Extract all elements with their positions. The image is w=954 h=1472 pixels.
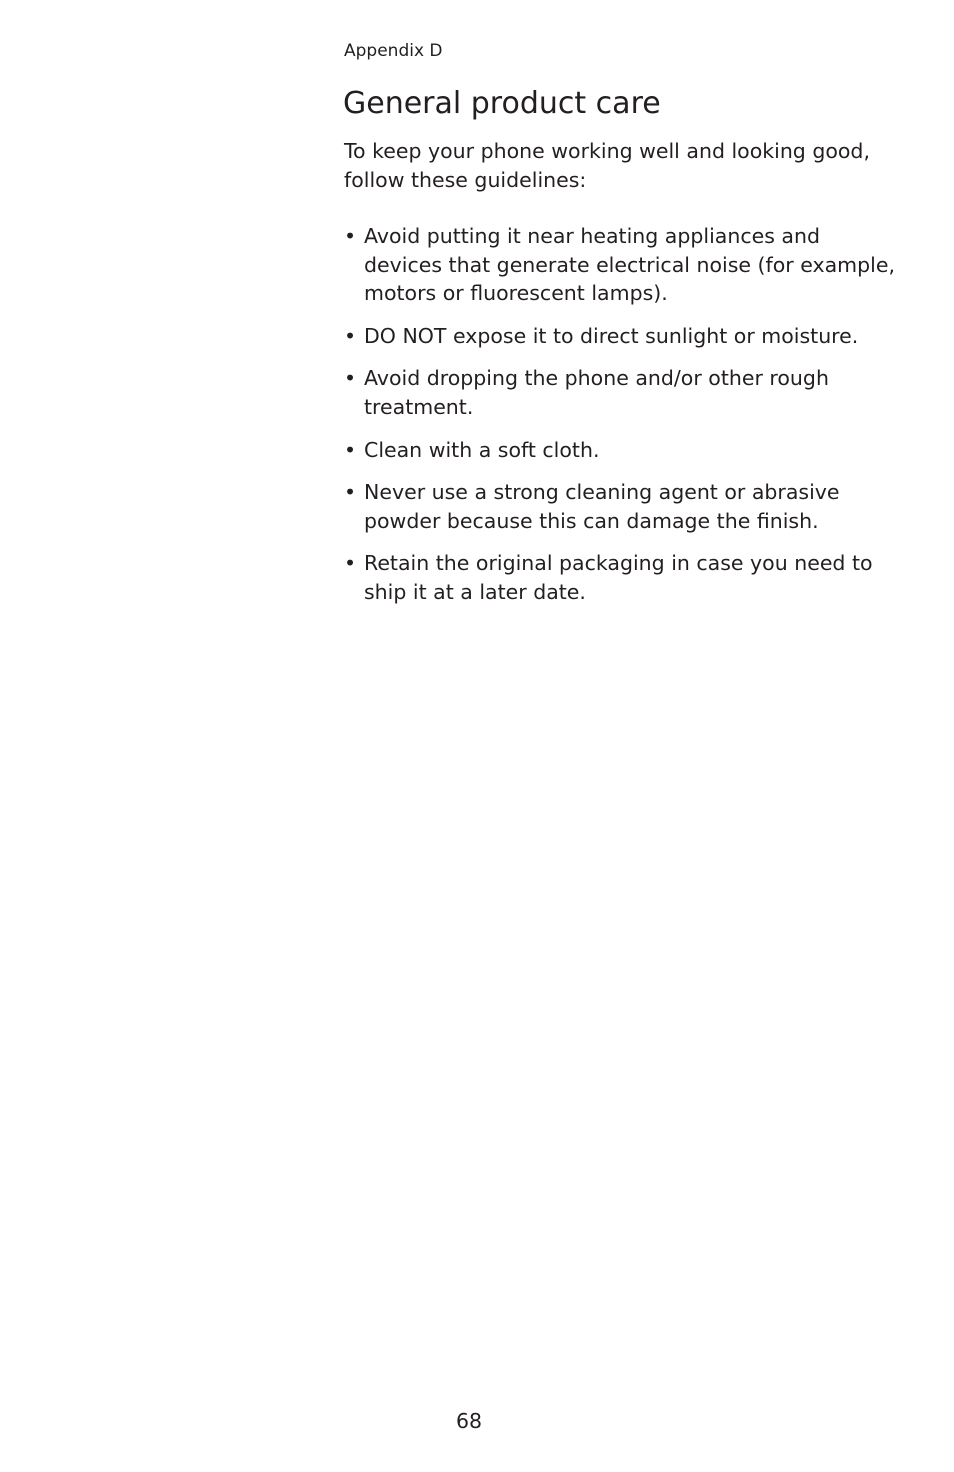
page-title: General product care [343, 86, 661, 121]
guideline-text: Avoid dropping the phone and/or other rough treatment. [364, 366, 829, 419]
section-label: Appendix D [344, 41, 443, 61]
list-item [344, 364, 904, 421]
page-number: 68 [455, 1409, 483, 1433]
guideline-text: Avoid putting it near heating appliances and devices that generate electrical noise (for example, motors or fluorescent lamps). [364, 224, 895, 306]
intro-paragraph: To keep your phone working well and looking good, follow these guidelines: [344, 139, 870, 192]
guideline-text: Clean with a soft cloth. [364, 437, 600, 462]
guideline-text: Retain the original packaging in case you need to ship it at a later date. [364, 551, 873, 604]
list-item [344, 478, 904, 535]
list-item [344, 222, 904, 308]
bullet-icon: • [344, 437, 357, 462]
guidelines-list [344, 222, 904, 621]
guideline-text: DO NOT expose it to direct sunlight or moisture. [364, 323, 859, 348]
list-item [344, 322, 904, 351]
bullet-icon: • [344, 224, 357, 248]
bullet-icon: • [344, 551, 357, 576]
list-item [344, 549, 904, 606]
bullet-icon: • [344, 480, 357, 505]
bullet-icon: • [344, 366, 357, 391]
bullet-icon: • [344, 323, 357, 348]
list-item [344, 436, 904, 465]
guideline-text: Never use a strong cleaning agent or abrasive powder because this can damage the finish. [364, 480, 840, 533]
